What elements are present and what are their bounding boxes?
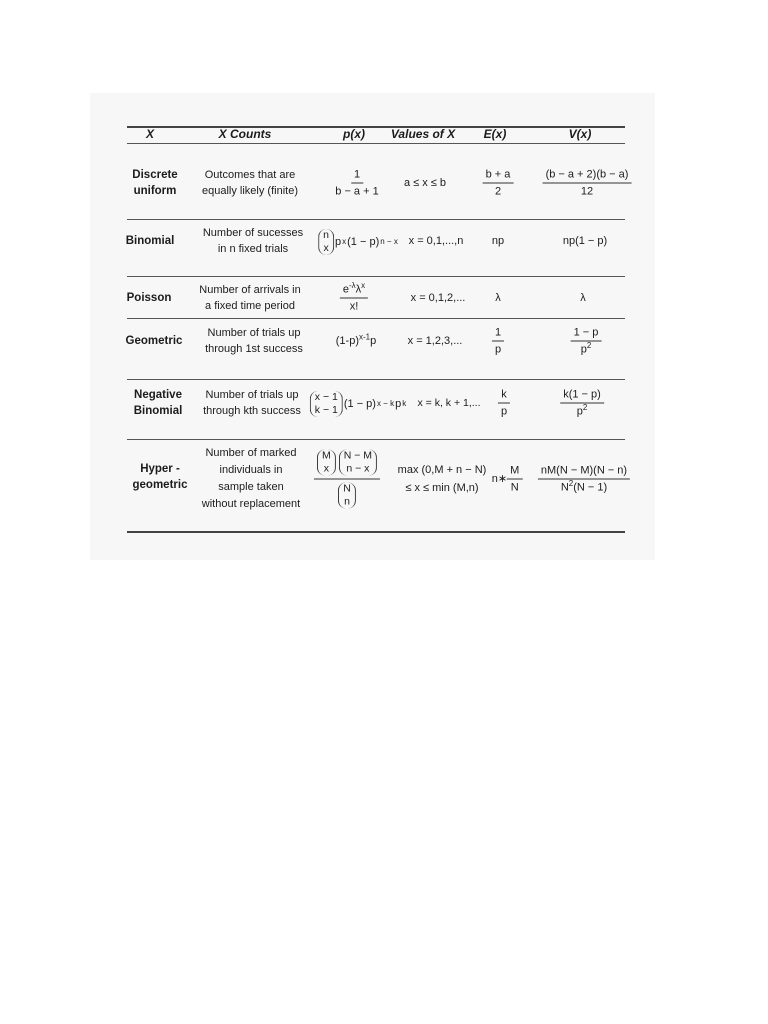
expected-value: $\frac{1}{p}$	[492, 326, 504, 357]
row-counts: Number of trials up through 1st success	[205, 327, 303, 355]
row-counts: Number of trials up through kth success	[203, 389, 301, 417]
pmf-formula: $\frac{1}{b - a + 1}$	[335, 168, 379, 198]
row-name-binomial: Binomial	[125, 235, 175, 247]
expected-value: $\frac{b + a}{2}$	[483, 168, 514, 199]
expected-value: λ	[495, 292, 501, 304]
top-rule	[127, 126, 625, 128]
row-divider	[127, 219, 625, 220]
values-of-x: a ≤ x ≤ b	[403, 177, 447, 189]
header-px: p(x)	[343, 127, 365, 141]
variance: $\frac{1 - p}{p^2}$	[571, 326, 602, 357]
header-x: X	[145, 127, 155, 141]
row-name-negative-binomial: Negative Binomial	[133, 389, 183, 417]
row-name-hypergeometric: Hyper - geometric	[132, 463, 188, 491]
pmf-formula: n x p x (1 − p) n − x	[318, 227, 398, 255]
values-of-x: x = k, k + 1,...	[417, 397, 481, 409]
row-divider	[127, 276, 625, 277]
variance: $\frac{nM(N - M)(N - n)}{N^2(N - 1)}$	[538, 464, 630, 495]
values-of-x: x = 1,2,3,...	[407, 335, 463, 347]
pmf-formula: $(1-p)^{x-1}p$	[335, 332, 377, 347]
variance: $\frac{k(1 - p)}{p^2}$	[560, 388, 604, 419]
pmf-formula: x − 1 k − 1 (1 − p) x − k p k	[310, 389, 406, 417]
values-of-x: x = 0,1,2,...	[410, 292, 466, 304]
expected-value: $\frac{k}{p}$	[498, 388, 510, 419]
pmf-formula: M x N − M n − x N n	[314, 450, 380, 509]
header-values-of-x: Values of X	[390, 127, 456, 141]
variance: $\frac{(b - a + 2)(b - a)}{12}$	[543, 168, 632, 199]
expected-value: np	[491, 235, 505, 247]
bottom-rule	[127, 531, 625, 533]
variance: λ	[580, 292, 586, 304]
header-vx: V(x)	[568, 127, 592, 141]
expected-value: n∗ $\frac{M}{N}$	[492, 464, 523, 495]
header-ex: E(x)	[483, 127, 507, 141]
row-name-discrete-uniform: Discrete uniform	[132, 169, 178, 197]
row-counts: Outcomes that are equally likely (finite)	[202, 169, 298, 197]
pmf-formula: $\frac{e^{-\lambda}\lambda^x}{x!}$	[340, 283, 368, 314]
row-counts: Number of arrivals in a fixed time period	[199, 284, 301, 312]
header-x-counts: X Counts	[218, 127, 272, 141]
row-counts: Number of sucesses in n fixed trials	[202, 227, 304, 255]
variance: np(1 − p)	[562, 235, 608, 247]
row-counts: Number of marked individuals in sample taken without replacement	[201, 447, 301, 510]
values-of-x: x = 0,1,...,n	[408, 235, 464, 247]
row-divider	[127, 318, 625, 319]
row-divider	[127, 379, 625, 380]
row-name-poisson: Poisson	[126, 292, 172, 304]
header-rule	[127, 143, 625, 144]
values-of-x: max (0,M + n − N) ≤ x ≤ min (M,n)	[397, 464, 487, 494]
row-divider	[127, 439, 625, 440]
row-name-geometric: Geometric	[125, 335, 183, 347]
